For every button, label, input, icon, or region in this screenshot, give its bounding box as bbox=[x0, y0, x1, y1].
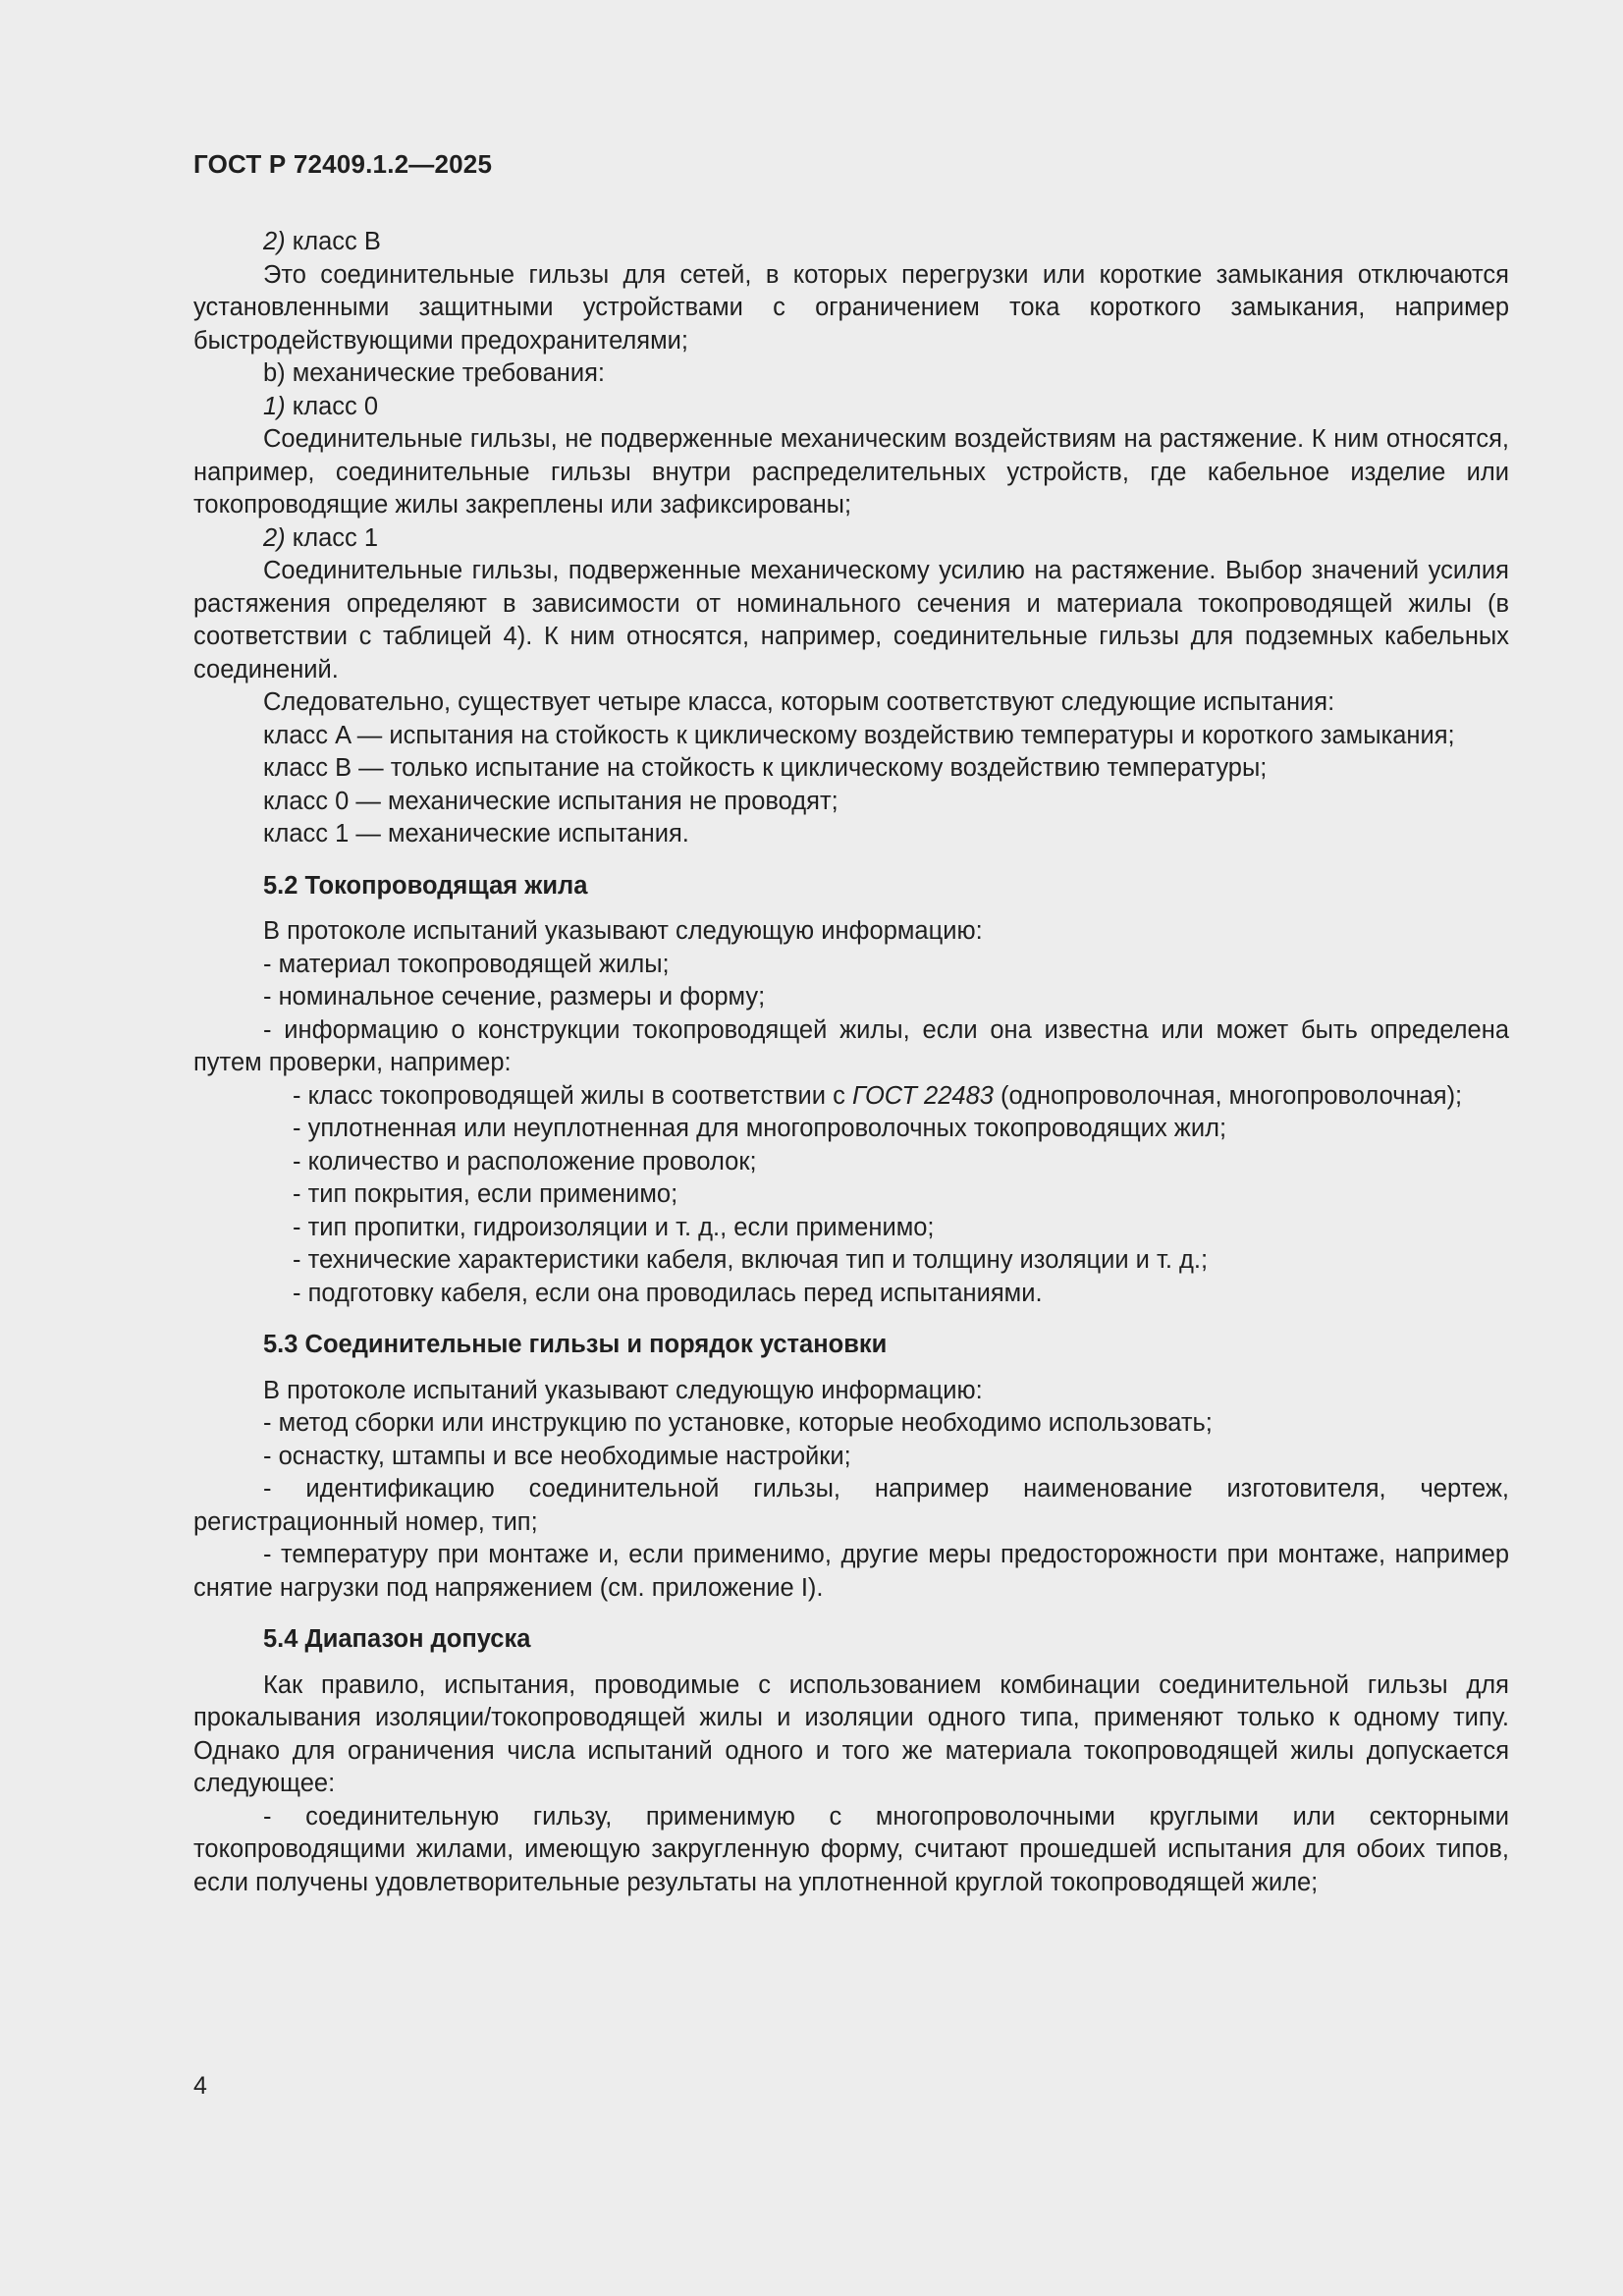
section-5-3-heading: 5.3 Соединительные гильзы и порядок установки bbox=[263, 1331, 888, 1358]
list-item: - соединительную гильзу, применимую с многопроволочными круглыми или секторными токопроводящими жилами, имеющую закругленную форму, считают прошедшей испытания для обоих типов, если получены удовлетворительные результаты на уплотненной круглой токопроводящей жиле; bbox=[193, 1802, 1509, 1896]
page-body bbox=[193, 226, 1509, 1899]
class-1-description: Соединительные гильзы, подверженные механическому усилию на растяжение. Выбор значений усилия растяжения определяют в зависимости от номинального сечения и материала токопроводящей жилы (в соответствии с таблицей 4). К ним относятся, например, соединительные гильзы для подземных кабельных соединений. bbox=[193, 557, 1509, 683]
sub-list-item-conductor-class: - класс токопроводящей жилы в соответствии с ГОСТ 22483 (однопроволочная, многопроволочная); bbox=[293, 1081, 1463, 1110]
class-b-description: Это соединительные гильзы для сетей, в которых перегрузки или короткие замыкания отключаются установленными защитными устройствами с ограничением тока короткого замыкания, например быстродействующими предохранителями; bbox=[193, 260, 1509, 355]
summary-class-0: класс 0 — механические испытания не проводят; bbox=[263, 787, 839, 815]
class-0-description: Соединительные гильзы, не подверженные механическим воздействиям на растяжение. К ним относятся, например, соединительные гильзы внутри распределительных устройств, где кабельное изделие или токопроводящие жилы закреплены или зафиксированы; bbox=[193, 425, 1509, 519]
summary-class-1: класс 1 — механические испытания. bbox=[263, 820, 689, 847]
class-b-label: 2) класс B bbox=[263, 228, 381, 255]
sub-list-item: - подготовку кабеля, если она проводилась перед испытаниями. bbox=[293, 1279, 1043, 1307]
classes-summary-intro: Следовательно, существует четыре класса, которым соответствуют следующие испытания: bbox=[263, 688, 1335, 716]
section-5-4-heading: 5.4 Диапазон допуска bbox=[263, 1625, 531, 1653]
class-1-label: 2) класс 1 bbox=[263, 523, 379, 552]
section-5-3-intro: В протоколе испытаний указывают следующую информацию: bbox=[263, 1376, 983, 1404]
list-item: - номинальное сечение, размеры и форму; bbox=[263, 983, 766, 1011]
sub-list-item: - технические характеристики кабеля, включая тип и толщину изоляции и т. д.; bbox=[293, 1246, 1209, 1274]
list-item: - оснастку, штампы и все необходимые настройки; bbox=[263, 1442, 851, 1470]
sub-list-item: - тип покрытия, если применимо; bbox=[293, 1180, 678, 1208]
sub-list-item: - тип пропитки, гидроизоляции и т. д., если применимо; bbox=[293, 1213, 935, 1241]
section-5-2-heading: 5.2 Токопроводящая жила bbox=[263, 871, 588, 900]
section-5-2-intro: В протоколе испытаний указывают следующую информацию: bbox=[263, 917, 983, 945]
page-number: 4 bbox=[193, 2072, 207, 2100]
sub-list-item: - уплотненная или неуплотненная для многопроволочных токопроводящих жил; bbox=[293, 1115, 1227, 1142]
document-code-header: ГОСТ Р 72409.1.2—2025 bbox=[193, 149, 493, 179]
class-0-label: 1) класс 0 bbox=[263, 392, 379, 420]
list-item: - информацию о конструкции токопроводящей жилы, если она известна или может быть определена путем проверки, например: bbox=[193, 1015, 1509, 1076]
list-item: - метод сборки или инструкцию по установке, которые необходимо использовать; bbox=[263, 1409, 1213, 1437]
gost-reference: ГОСТ 22483 bbox=[851, 1081, 994, 1110]
list-item: - материал токопроводящей жилы; bbox=[263, 950, 670, 978]
mechanical-requirements-item: b) механические требования: bbox=[263, 359, 605, 387]
summary-class-b: класс B — только испытание на стойкость к циклическому воздействию температуры; bbox=[263, 754, 1268, 782]
sub-list-item: - количество и расположение проволок; bbox=[293, 1147, 757, 1175]
section-5-4-paragraph: Как правило, испытания, проводимые с использованием комбинации соединительной гильзы для прокалывания изоляции/токопроводящей жилы и изоляции одного типа, применяют только к одному типу. Однако для ограничения числа испытаний одного и того же материала токопроводящей жилы допускается следующее: bbox=[193, 1670, 1509, 1797]
summary-class-a: класс A — испытания на стойкость к циклическому воздействию температуры и короткого замыкания; bbox=[263, 721, 1455, 749]
list-item: - температуру при монтаже и, если применимо, другие меры предосторожности при монтаже, например снятие нагрузки под напряжением (см. приложение I). bbox=[193, 1541, 1509, 1602]
list-item: - идентификацию соединительной гильзы, например наименование изготовителя, чертеж, регистрационный номер, тип; bbox=[193, 1475, 1509, 1536]
